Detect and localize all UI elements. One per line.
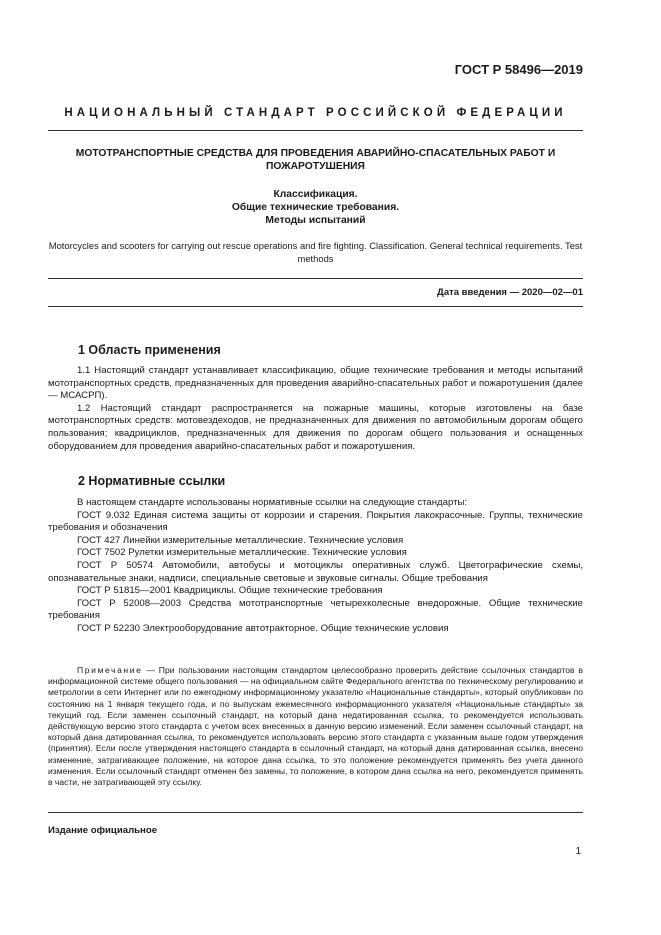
document-code: ГОСТ Р 58496—2019 (454, 62, 583, 77)
document-title: МОТОТРАНСПОРТНЫЕ СРЕДСТВА ДЛЯ ПРОВЕДЕНИЯ АВАРИЙНО-СПАСАТЕЛЬНЫХ РАБОТ И ПОЖАРОТУШЕНИЯ (75, 148, 556, 172)
date-top-divider (48, 278, 583, 279)
section-1-heading: 1 Область применения (78, 343, 221, 357)
note-paragraph (48, 665, 583, 788)
references-list (48, 497, 583, 636)
document-subtitle (48, 188, 583, 227)
reference-item: ГОСТ 7502 Рулетки измерительные металлические. Технические условия (77, 547, 407, 559)
reference-item: ГОСТ Р 52230 Электрооборудование автотракторное. Общие технические условия (77, 622, 449, 634)
note-label: Примечание (77, 665, 143, 675)
section-1-body (48, 365, 583, 453)
subtitle-line-1: Классификация. (273, 189, 358, 200)
english-title: Motorcycles and scooters for carrying out rescue operations and fire fighting. Classification. General technical requirements. Test methods (48, 240, 583, 264)
section-2-heading: 2 Нормативные ссылки (78, 474, 226, 488)
subtitle-line-2: Общие технические требования. (231, 202, 400, 213)
introduction-date: Дата введения — 2020—02—01 (437, 287, 583, 298)
reference-item: ГОСТ Р 50574 Автомобили, автобусы и мотоциклы оперативных служб. Цветографические схемы, опознавательные знаки, надписи, специальные световые и звуковые сигналы. Общие требования (48, 559, 583, 584)
paragraph-1-2: 1.2 Настоящий стандарт распространяется на пожарные машины, которые изготовлены на базе мототранспортных средств: мотовездеходов, не предназначенных для движения по автомобильным дорогам общего пользования; квадрициклов, предназначенных для движения по дорогам общего пользования и оснащенных оборудованием для проведения аварийно-спасательных работ и пожаротушения. (48, 402, 583, 452)
reference-item: ГОСТ Р 52008—2003 Средства мототранспортные четырехколесные внедорожные. Общие технические требования (48, 597, 583, 622)
page-number: 1 (575, 846, 581, 857)
reference-item: ГОСТ Р 51815—2001 Квадрициклы. Общие технические требования (77, 585, 383, 597)
footer-divider (48, 812, 583, 813)
official-edition-label: Издание официальное (48, 825, 158, 836)
title-divider (48, 130, 583, 131)
date-bottom-divider (48, 306, 583, 307)
references-intro: В настоящем стандарте использованы нормативные ссылки на следующие стандарты: (77, 497, 468, 508)
reference-item: ГОСТ 427 Линейки измерительные металлические. Технические условия (77, 534, 404, 546)
subtitle-line-3: Методы испытаний (265, 215, 366, 226)
reference-item: ГОСТ 9.032 Единая система защиты от коррозии и старения. Покрытия лакокрасочные. Группы, технические требования и обозначения (48, 509, 583, 534)
national-standard-title: НАЦИОНАЛЬНЫЙ СТАНДАРТ РОССИЙСКОЙ ФЕДЕРАЦИИ (64, 107, 567, 119)
paragraph-1-1: 1.1 Настоящий стандарт устанавливает классификацию, общие технические требования и методы испытаний мототранспортных средств, предназначенных для проведения аварийно-спасательных работ и пожаротушения (далее — МСАСРП). (48, 365, 583, 402)
note-text: — При пользовании настоящим стандартом целесообразно проверить действие ссылочных стандартов в информационной системе общего пользования — на официальном сайте Федерального агентства по техническому регулированию и метрологии в сети Интернет или по ежегодному информационному указателю «Национальные стандарты», который опубликован по состоянию на 1 января текущего года, и по выпускам ежемесячного информационного указателя «Национальные стандарты» за текущий год. Если заменен ссылочный стандарт, на который дана недатированная ссылка, то рекомендуется использовать действующую версию этого стандарта с учетом всех внесенных в данную версию изменений. Если заменен ссылочный стандарт, на который дана датированная ссылка, то рекомендуется использовать версию этого стандарта с указанным выше годом утверждения (принятия). Если после утверждения настоящего стандарта в ссылочный стандарт, на который дана датированная ссылка, внесено изменение, затрагивающее положение, на которое дана ссылка, то это положение рекомендуется применять без учета данного изменения. Если ссылочный стандарт отменен без замены, то положение, в котором дана ссылка на него, рекомендуется применять в части, не затрагивающей эту ссылку. (48, 665, 584, 788)
